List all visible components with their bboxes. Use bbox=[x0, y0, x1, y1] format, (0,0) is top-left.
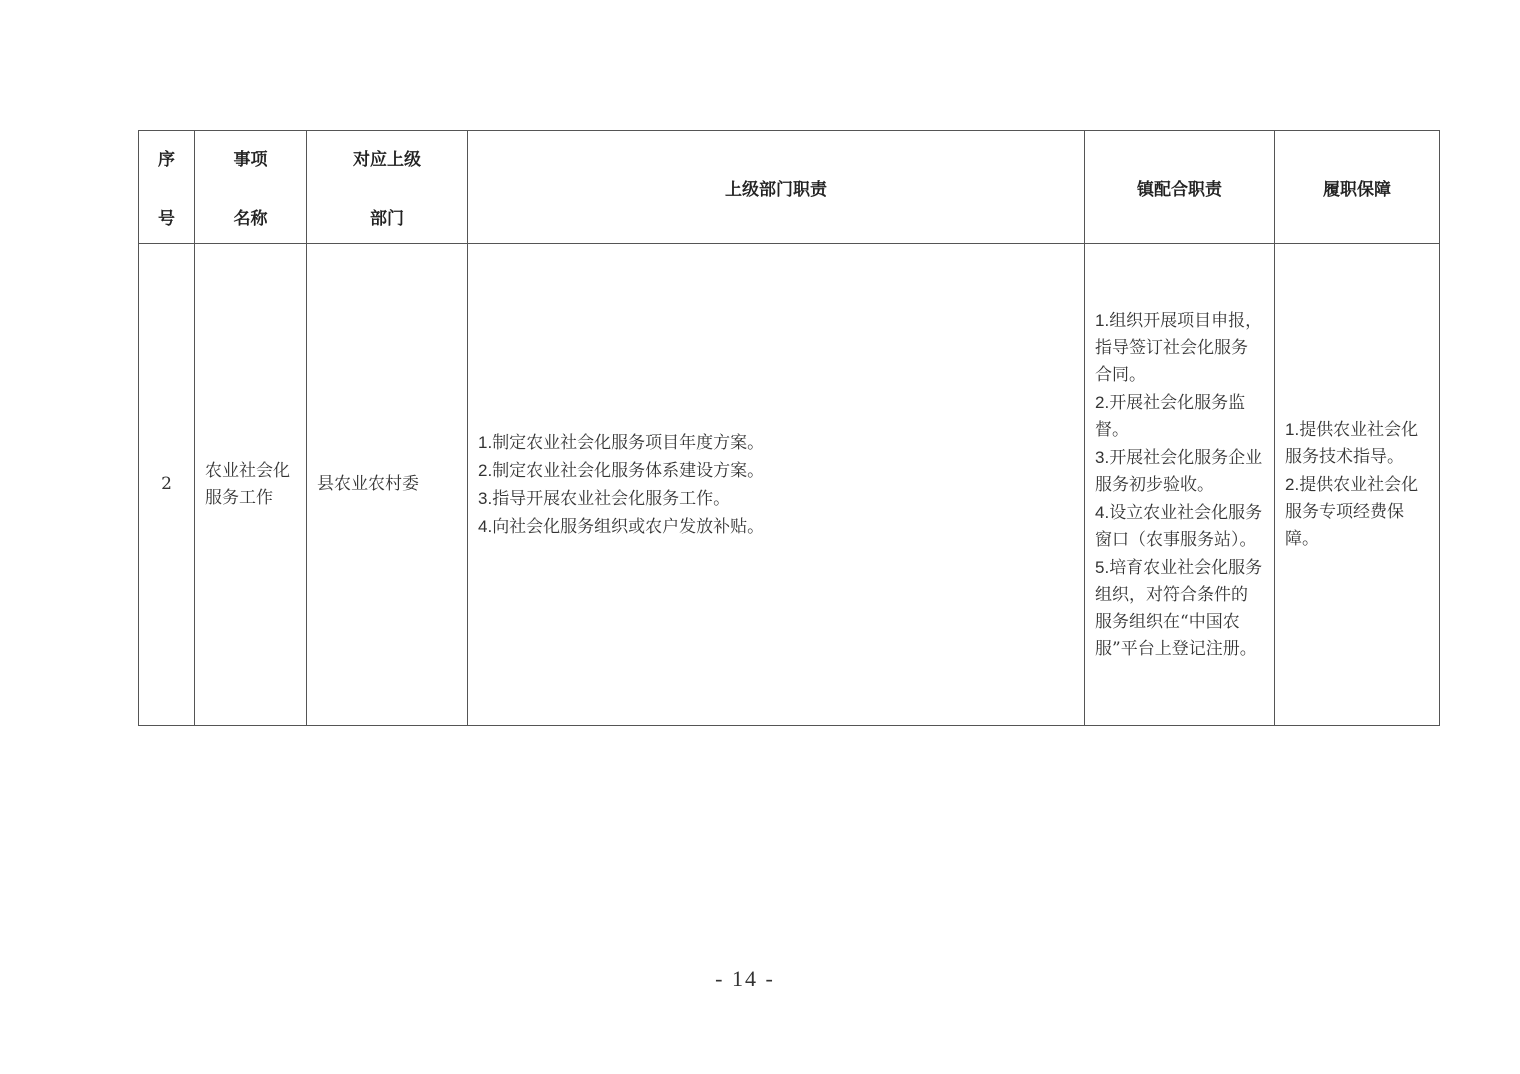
upper-duties-list bbox=[478, 429, 1074, 541]
header-upper-duty: 上级部门职责 bbox=[468, 131, 1085, 244]
cell-seq: 2 bbox=[139, 244, 195, 726]
list-item: 2.制定农业社会化服务体系建设方案。 bbox=[478, 460, 765, 481]
town-duties-list bbox=[1095, 307, 1264, 663]
header-row bbox=[139, 131, 1440, 244]
table-row bbox=[139, 244, 1440, 726]
header-item-name bbox=[195, 131, 307, 244]
header-town-duty: 镇配合职责 bbox=[1085, 131, 1275, 244]
list-item: 1.制定农业社会化服务项目年度方案。 bbox=[478, 432, 765, 453]
header-seq-line1: 序 bbox=[158, 150, 175, 170]
header-seq bbox=[139, 131, 195, 244]
duty-table bbox=[138, 130, 1440, 726]
page-number: - 14 - bbox=[715, 966, 775, 991]
list-item: 2.开展社会化服务监督。 bbox=[1095, 392, 1246, 440]
cell-item-name: 农业社会化服务工作 bbox=[195, 244, 307, 726]
cell-upper-duties bbox=[468, 244, 1085, 726]
cell-department: 县农业农村委 bbox=[307, 244, 468, 726]
header-item-line2: 名称 bbox=[233, 209, 268, 229]
list-item: 4.向社会化服务组织或农户发放补贴。 bbox=[478, 516, 765, 537]
list-item: 3.开展社会化服务企业服务初步验收。 bbox=[1095, 447, 1263, 495]
cell-guarantees bbox=[1275, 244, 1440, 726]
header-dept-line1: 对应上级 bbox=[353, 150, 421, 170]
header-dept-line2: 部门 bbox=[370, 209, 404, 229]
header-seq-line2: 号 bbox=[158, 209, 175, 229]
cell-town-duties bbox=[1085, 244, 1275, 726]
list-item: 2.提供农业社会化服务专项经费保障。 bbox=[1285, 475, 1419, 549]
header-guarantee: 履职保障 bbox=[1275, 131, 1440, 244]
list-item: 3.指导开展农业社会化服务工作。 bbox=[478, 488, 731, 509]
list-item: 5.培育农业社会化服务组织，对符合条件的服务组织在“中国农服”平台上登记注册。 bbox=[1095, 557, 1263, 659]
guarantees-list bbox=[1285, 416, 1429, 553]
list-item: 4.设立农业社会化服务窗口（农事服务站）。 bbox=[1095, 502, 1263, 550]
list-item: 1.提供农业社会化服务技术指导。 bbox=[1285, 420, 1419, 467]
header-department bbox=[307, 131, 468, 244]
list-item: 1.组织开展项目申报，指导签订社会化服务合同。 bbox=[1095, 310, 1263, 385]
header-item-line1: 事项 bbox=[233, 150, 268, 170]
